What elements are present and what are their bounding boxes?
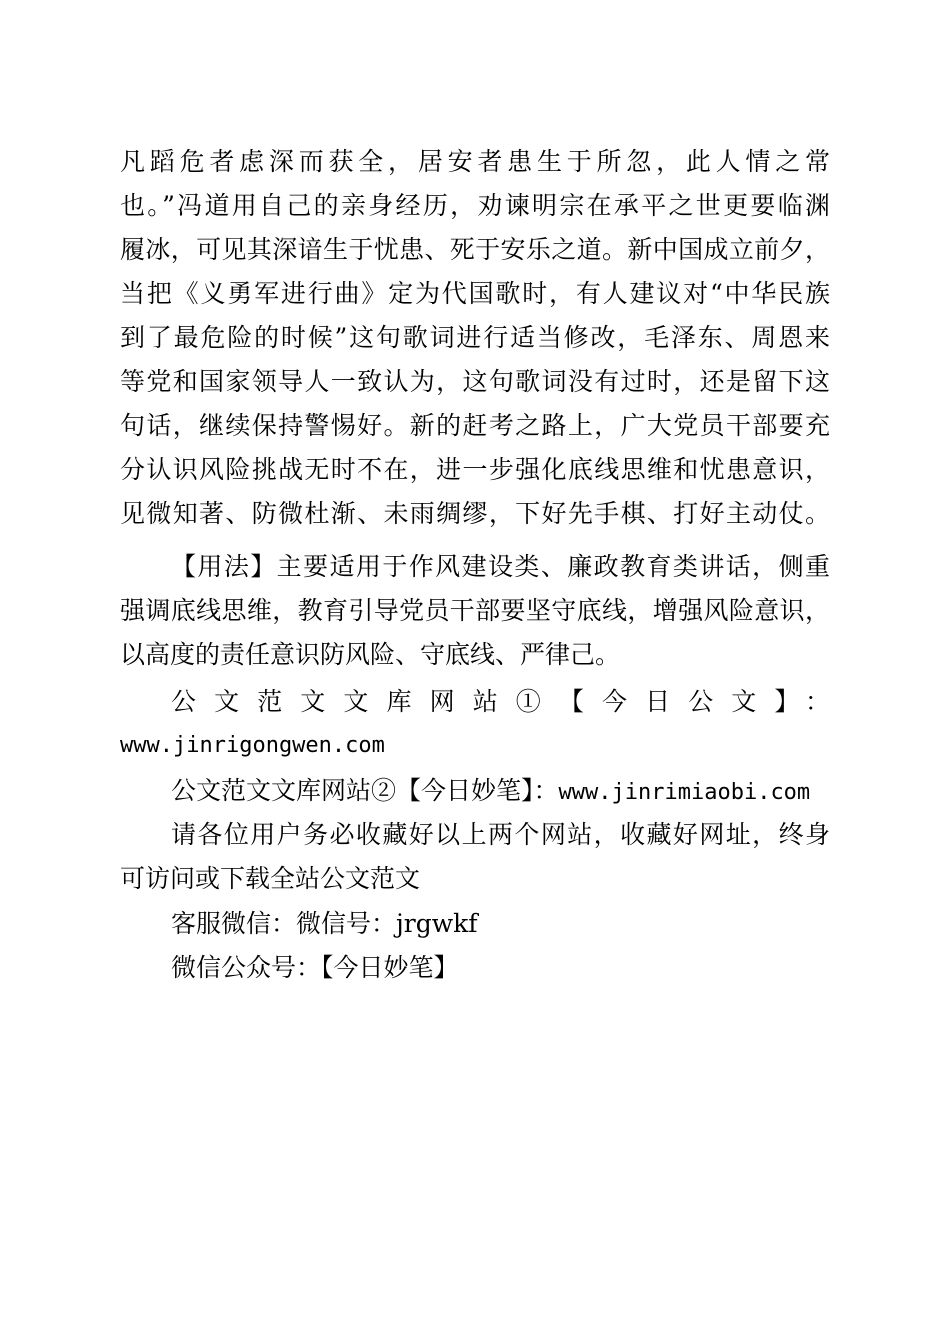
site2-label: 公文范文文库网站②【今日妙笔】： [171, 776, 559, 805]
site1-label: 公文范文文库网站①【今日公文】： [171, 687, 830, 716]
usage-line: 强调底线思维，教育引导党员干部要坚守底线，增强风险意识， [120, 596, 830, 625]
notice-line: 请各位用户务必收藏好以上两个网站，收藏好网址，终身 [171, 820, 830, 849]
paragraph-line: 也。”冯道用自己的亲身经历，劝谏明宗在承平之世更要临渊 [120, 191, 830, 220]
paragraph-line: 当把《义勇军进行曲》定为代国歌时，有人建议对“中华民族 [120, 279, 830, 308]
paragraph-line: 等党和国家领导人一致认为，这句歌词没有过时，还是留下这 [120, 367, 830, 396]
paragraph-line: 凡蹈危者虑深而获全，居安者患生于所忽，此人情之常 [120, 147, 830, 176]
paragraph-line: 到了最危险的时候”这句歌词进行适当修改，毛泽东、周恩来 [120, 323, 830, 352]
site2-line [171, 775, 830, 809]
usage-line: 【用法】主要适用于作风建设类、廉政教育类讲话，侧重 [171, 552, 830, 581]
site1-url[interactable]: www.jinrigongwen.com [120, 733, 385, 758]
customer-service-wechat: 客服微信：微信号：jrgwkf [171, 909, 478, 938]
site2-url[interactable]: www.jinrimiaobi.com [558, 780, 811, 805]
notice-line: 可访问或下载全站公文范文 [120, 864, 421, 893]
paragraph-line: 分认识风险挑战无时不在，进一步强化底线思维和忧患意识， [120, 455, 830, 484]
usage-line: 以高度的责任意识防风险、守底线、严律己。 [120, 640, 621, 669]
paragraph-line: 履冰，可见其深谙生于忧患、死于安乐之道。新中国成立前夕， [120, 235, 830, 264]
paragraph-line: 句话，继续保持警惕好。新的赶考之路上，广大党员干部要充 [120, 411, 830, 440]
paragraph-line: 见微知著、防微杜渐、未雨绸缪，下好先手棋、打好主动仗。 [120, 499, 830, 528]
wechat-official-account: 微信公众号：【今日妙笔】 [171, 953, 459, 982]
